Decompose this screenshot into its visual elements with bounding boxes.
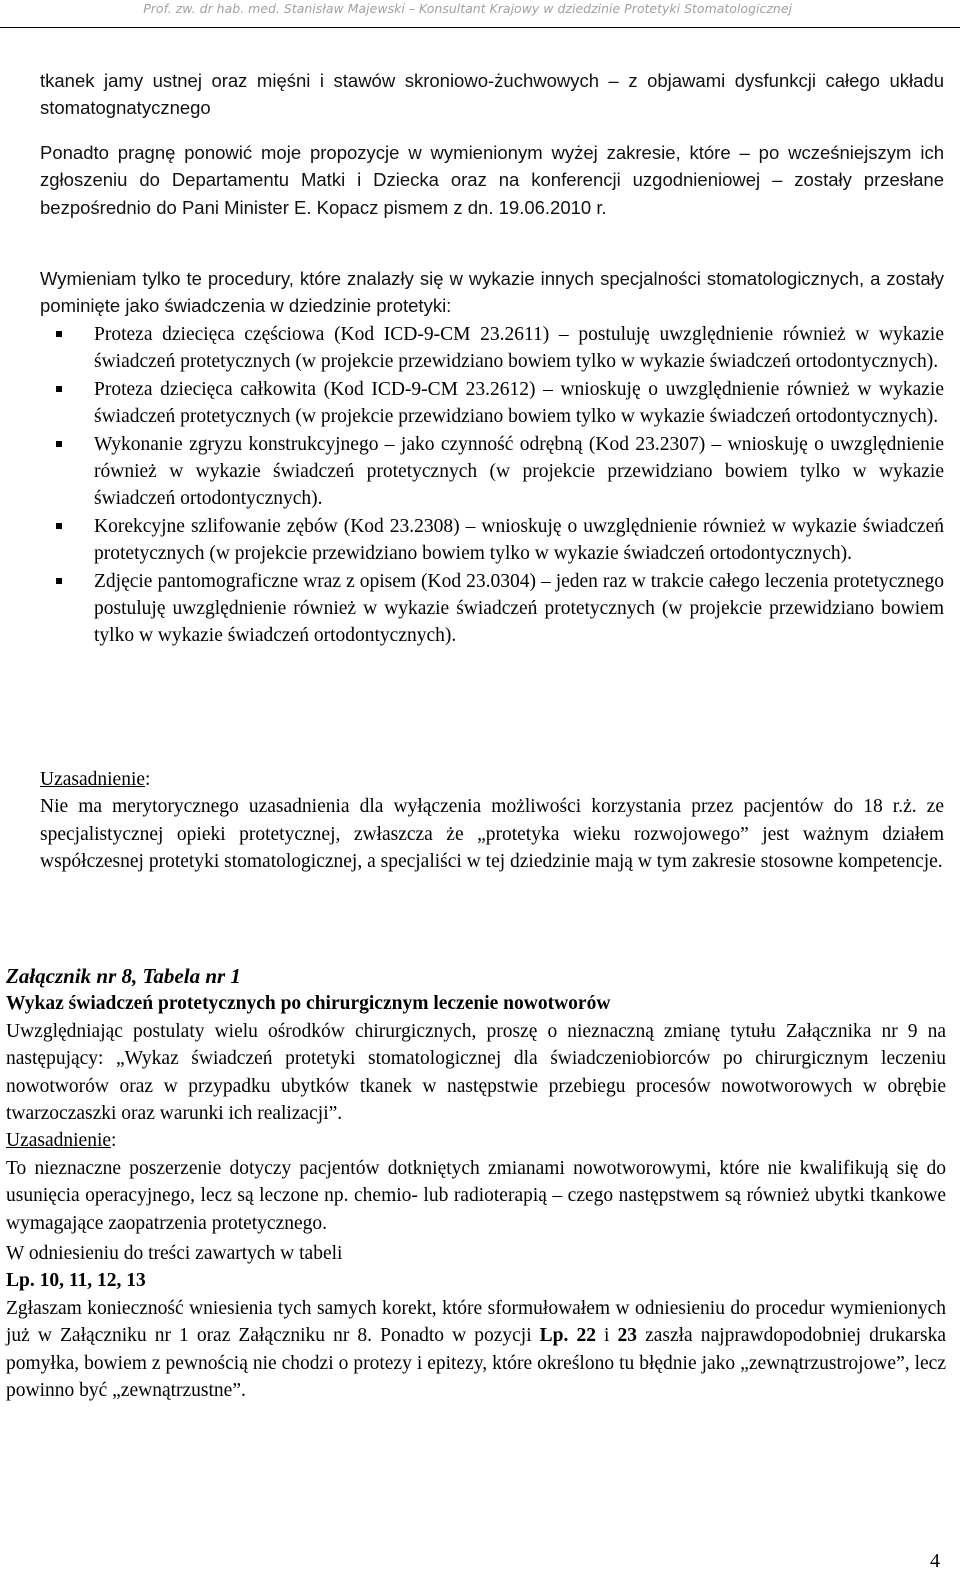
table-reference-intro: W odniesieniu do treści zawartych w tabeli	[6, 1243, 343, 1264]
annex-justification-text: To nieznaczne poszerzenie dotyczy pacjentów dotkniętych zmianami nowotworowymi, które nie kwalifikują się do usunięcia operacyjnego, lecz są leczone np. chemio- lub radioterapią – czego następstwem są również ubytki tkankowe wymagające zaopatrzenia protetycznego.	[6, 1157, 946, 1234]
annex-subheading: Wykaz świadczeń protetycznych po chirurgicznym leczenie nowotworów	[6, 993, 611, 1015]
annex-justification-colon: :	[111, 1130, 117, 1152]
list-item: Proteza dziecięca całkowita (Kod ICD-9-CM 23.2612) – wnioskuję o uwzględnienie również w wykazie świadczeń protetycznych (w projekcie przewidziano bowiem tylko w wykazie świadczeń ortodontycznych).	[56, 376, 944, 431]
list-item: Zdjęcie pantomograficzne wraz z opisem (Kod 23.0304) – jeden raz w trakcie całego leczenia protetycznego postuluję uwzględnienie również w wykazie świadczeń protetycznych (w projekcie przewidziano bowiem tylko w wykazie świadczeń ortodontycznych).	[56, 568, 944, 650]
header-text: Prof. zw. dr hab. med. Stanisław Majewski – Konsultant Krajowy w dziedzinie Protetyki Stomatologicznej	[143, 1, 792, 16]
table-text-before: Zgłaszam konieczność wniesienia tych samych korekt, które sformułowałem w odniesieniu do procedur wymienionych już w Załączniku nr 1 oraz Załączniku nr 8. Ponadto w pozycji	[6, 1297, 946, 1347]
lp-22-label: Lp. 22	[539, 1325, 596, 1347]
justification-section	[40, 766, 944, 876]
procedure-list	[56, 321, 944, 650]
annex-heading: Załącznik nr 8, Tabela nr 1	[6, 964, 241, 988]
annex-justification-heading	[6, 1127, 946, 1154]
annex-section	[6, 963, 946, 1237]
table-reference-section	[6, 1240, 946, 1404]
justification-colon: :	[145, 769, 151, 790]
justification-heading	[40, 766, 944, 793]
list-item: Proteza dziecięca częściowa (Kod ICD-9-CM 23.2611) – postuluję uwzględnienie również w wykazie świadczeń protetycznych (w projekcie przewidziano bowiem tylko w wykazie świadczeń ortodontycznych).	[56, 321, 944, 376]
justification-label: Uzasadnienie	[40, 769, 146, 790]
table-reference-text	[6, 1295, 946, 1405]
annex-justification-label: Uzasadnienie	[6, 1130, 112, 1152]
page-header	[0, 0, 960, 28]
list-item: Wykonanie zgryzu konstrukcyjnego – jako czynność odrębną (Kod 23.2307) – wnioskuję o uwzględnienie również w wykazie świadczeń protetycznych (w projekcie przewidziano bowiem tylko w wykazie świadczeń ortodontycznych).	[56, 431, 944, 513]
lp-23-label: 23	[617, 1325, 638, 1347]
annex-text: Uwzględniając postulaty wielu ośrodków chirurgicznych, proszę o nieznaczną zmianę tytułu Załącznika nr 9 na następujący: „Wykaz świadczeń protetyki stomatologicznej dla świadczeniobiorców po chirurgicznym leczeniu nowotworów oraz w przypadku ubytków tkanek w następstwie przebiegu procesów nowotworowych w obrębie twarzoczaszki oraz warunki ich realizacji”.	[6, 1020, 946, 1125]
intro-paragraph-1: tkanek jamy ustnej oraz mięśni i stawów skroniowo-żuchwowych – z objawami dysfunkcji całego układu stomatognatycznego	[40, 70, 944, 119]
page-number: 4	[930, 1550, 940, 1572]
list-item: Korekcyjne szlifowanie zębów (Kod 23.2308) – wnioskuję o uwzględnienie również w wykazie świadczeń protetycznych (w projekcie przewidziano bowiem tylko w wykazie świadczeń ortodontycznych).	[56, 513, 944, 568]
intro-paragraph-2: Ponadto pragnę ponowić moje propozycje w wymienionym wyżej zakresie, które – po wcześniejszym ich zgłoszeniu do Departamentu Matki i Dziecka oraz na konferencji uzgodnieniowej – zostały przesłane bezpośrednio do Pani Minister E. Kopacz pismem z dn. 19.06.2010 r.	[40, 142, 944, 218]
table-text-after: zaszła najprawdopodobniej drukarska pomyłka, bowiem z pewnością nie chodzi o protezy i epitezy, które określono tu błędnie jako „zewnątrzustrojowe”, lecz powinno być „zewnątrzustne”.	[6, 1325, 947, 1402]
and-word: i	[595, 1325, 618, 1347]
table-items-heading: Lp. 10, 11, 12, 13	[6, 1270, 146, 1292]
intro-paragraph-3: Wymieniam tylko te procedury, które znalazły się w wykazie innych specjalności stomatologicznych, a zostały pominięte jako świadczenia w dziedzinie protetyki:	[40, 268, 944, 317]
justification-text: Nie ma merytorycznego uzasadnienia dla wyłączenia możliwości korzystania przez pacjentów do 18 r.ż. ze specjalistycznej opieki protetycznej, zwłaszcza że „protetyka wieku rozwojowego” jest ważnym działem współczesnej protetyki stomatologicznej, a specjaliści w tej dziedzinie mają w tym zakresie stosowne kompetencje.	[40, 796, 944, 873]
